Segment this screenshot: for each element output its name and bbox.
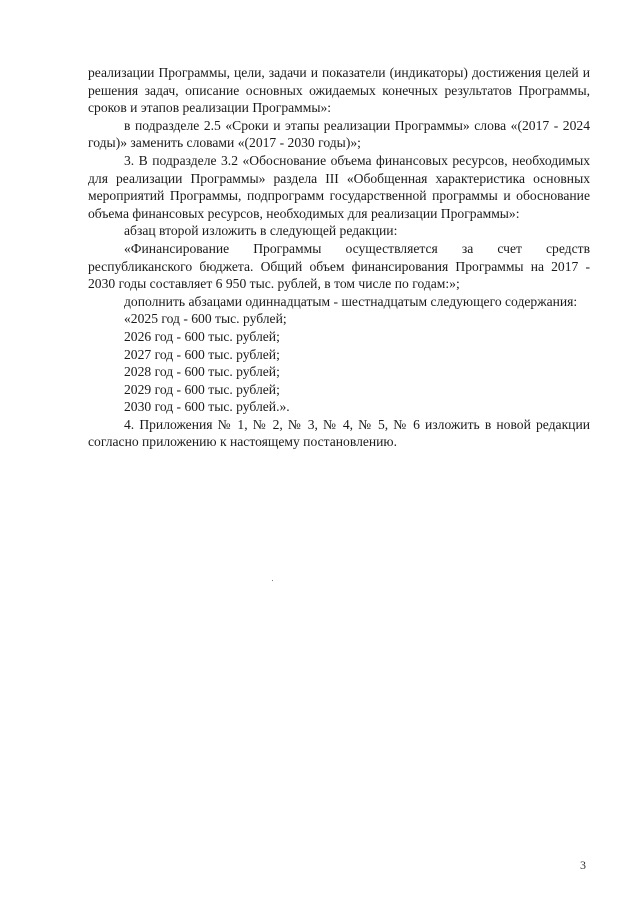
scan-speck bbox=[272, 580, 273, 581]
paragraph-add-abzacs: дополнить абзацами одиннадцатым - шестнадцатым следующего содержания: bbox=[124, 293, 578, 309]
paragraph-financing: «Финансирование Программы осуществляется за счет средств республиканского бюджета. Общий объем финансирования Программы на 2017 - 2030 годы составляет 6 950 тыс. рублей, в том числе по годам:»; bbox=[88, 240, 590, 292]
page-number: 3 bbox=[580, 858, 586, 872]
paragraph-section-2-5-lead: реализации Программы, цели, задачи и показатели (индикаторы) достижения целей и решения задач, описание основных ожидаемых конечных результатов Программы, сроков и этапов реализации Программы»: bbox=[88, 65, 590, 116]
year-funding-item: «2025 год - 600 тыс. рублей; bbox=[124, 311, 287, 327]
paragraph-abzac-2: абзац второй изложить в следующей редакции: bbox=[124, 223, 398, 239]
year-funding-item: 2030 год - 600 тыс. рублей.». bbox=[124, 399, 290, 415]
year-funding-item: 2028 год - 600 тыс. рублей; bbox=[124, 364, 280, 380]
year-funding-item: 2029 год - 600 тыс. рублей; bbox=[124, 381, 280, 397]
document-body bbox=[88, 64, 590, 451]
year-funding-item: 2027 год - 600 тыс. рублей; bbox=[124, 346, 280, 362]
paragraph-item-3: 3. В подразделе 3.2 «Обоснование объема финансовых ресурсов, необходимых для реализации Программы» раздела III «Обобщенная характеристика основных мероприятий Программы, подпрограмм государственной программы и обоснование объема финансовых ресурсов, необходимых для реализации Программы»: bbox=[88, 152, 590, 221]
year-funding-item: 2026 год - 600 тыс. рублей; bbox=[124, 328, 280, 344]
year-funding-list bbox=[88, 310, 590, 416]
paragraph-item-4: 4. Приложения № 1, № 2, № 3, № 4, № 5, № 6 изложить в новой редакции согласно приложению к настоящему постановлению. bbox=[88, 416, 590, 450]
paragraph-section-2-5-change: в подразделе 2.5 «Сроки и этапы реализации Программы» слова «(2017 - 2024 годы)» заменить словами «(2017 - 2030 годы)»; bbox=[88, 117, 590, 151]
